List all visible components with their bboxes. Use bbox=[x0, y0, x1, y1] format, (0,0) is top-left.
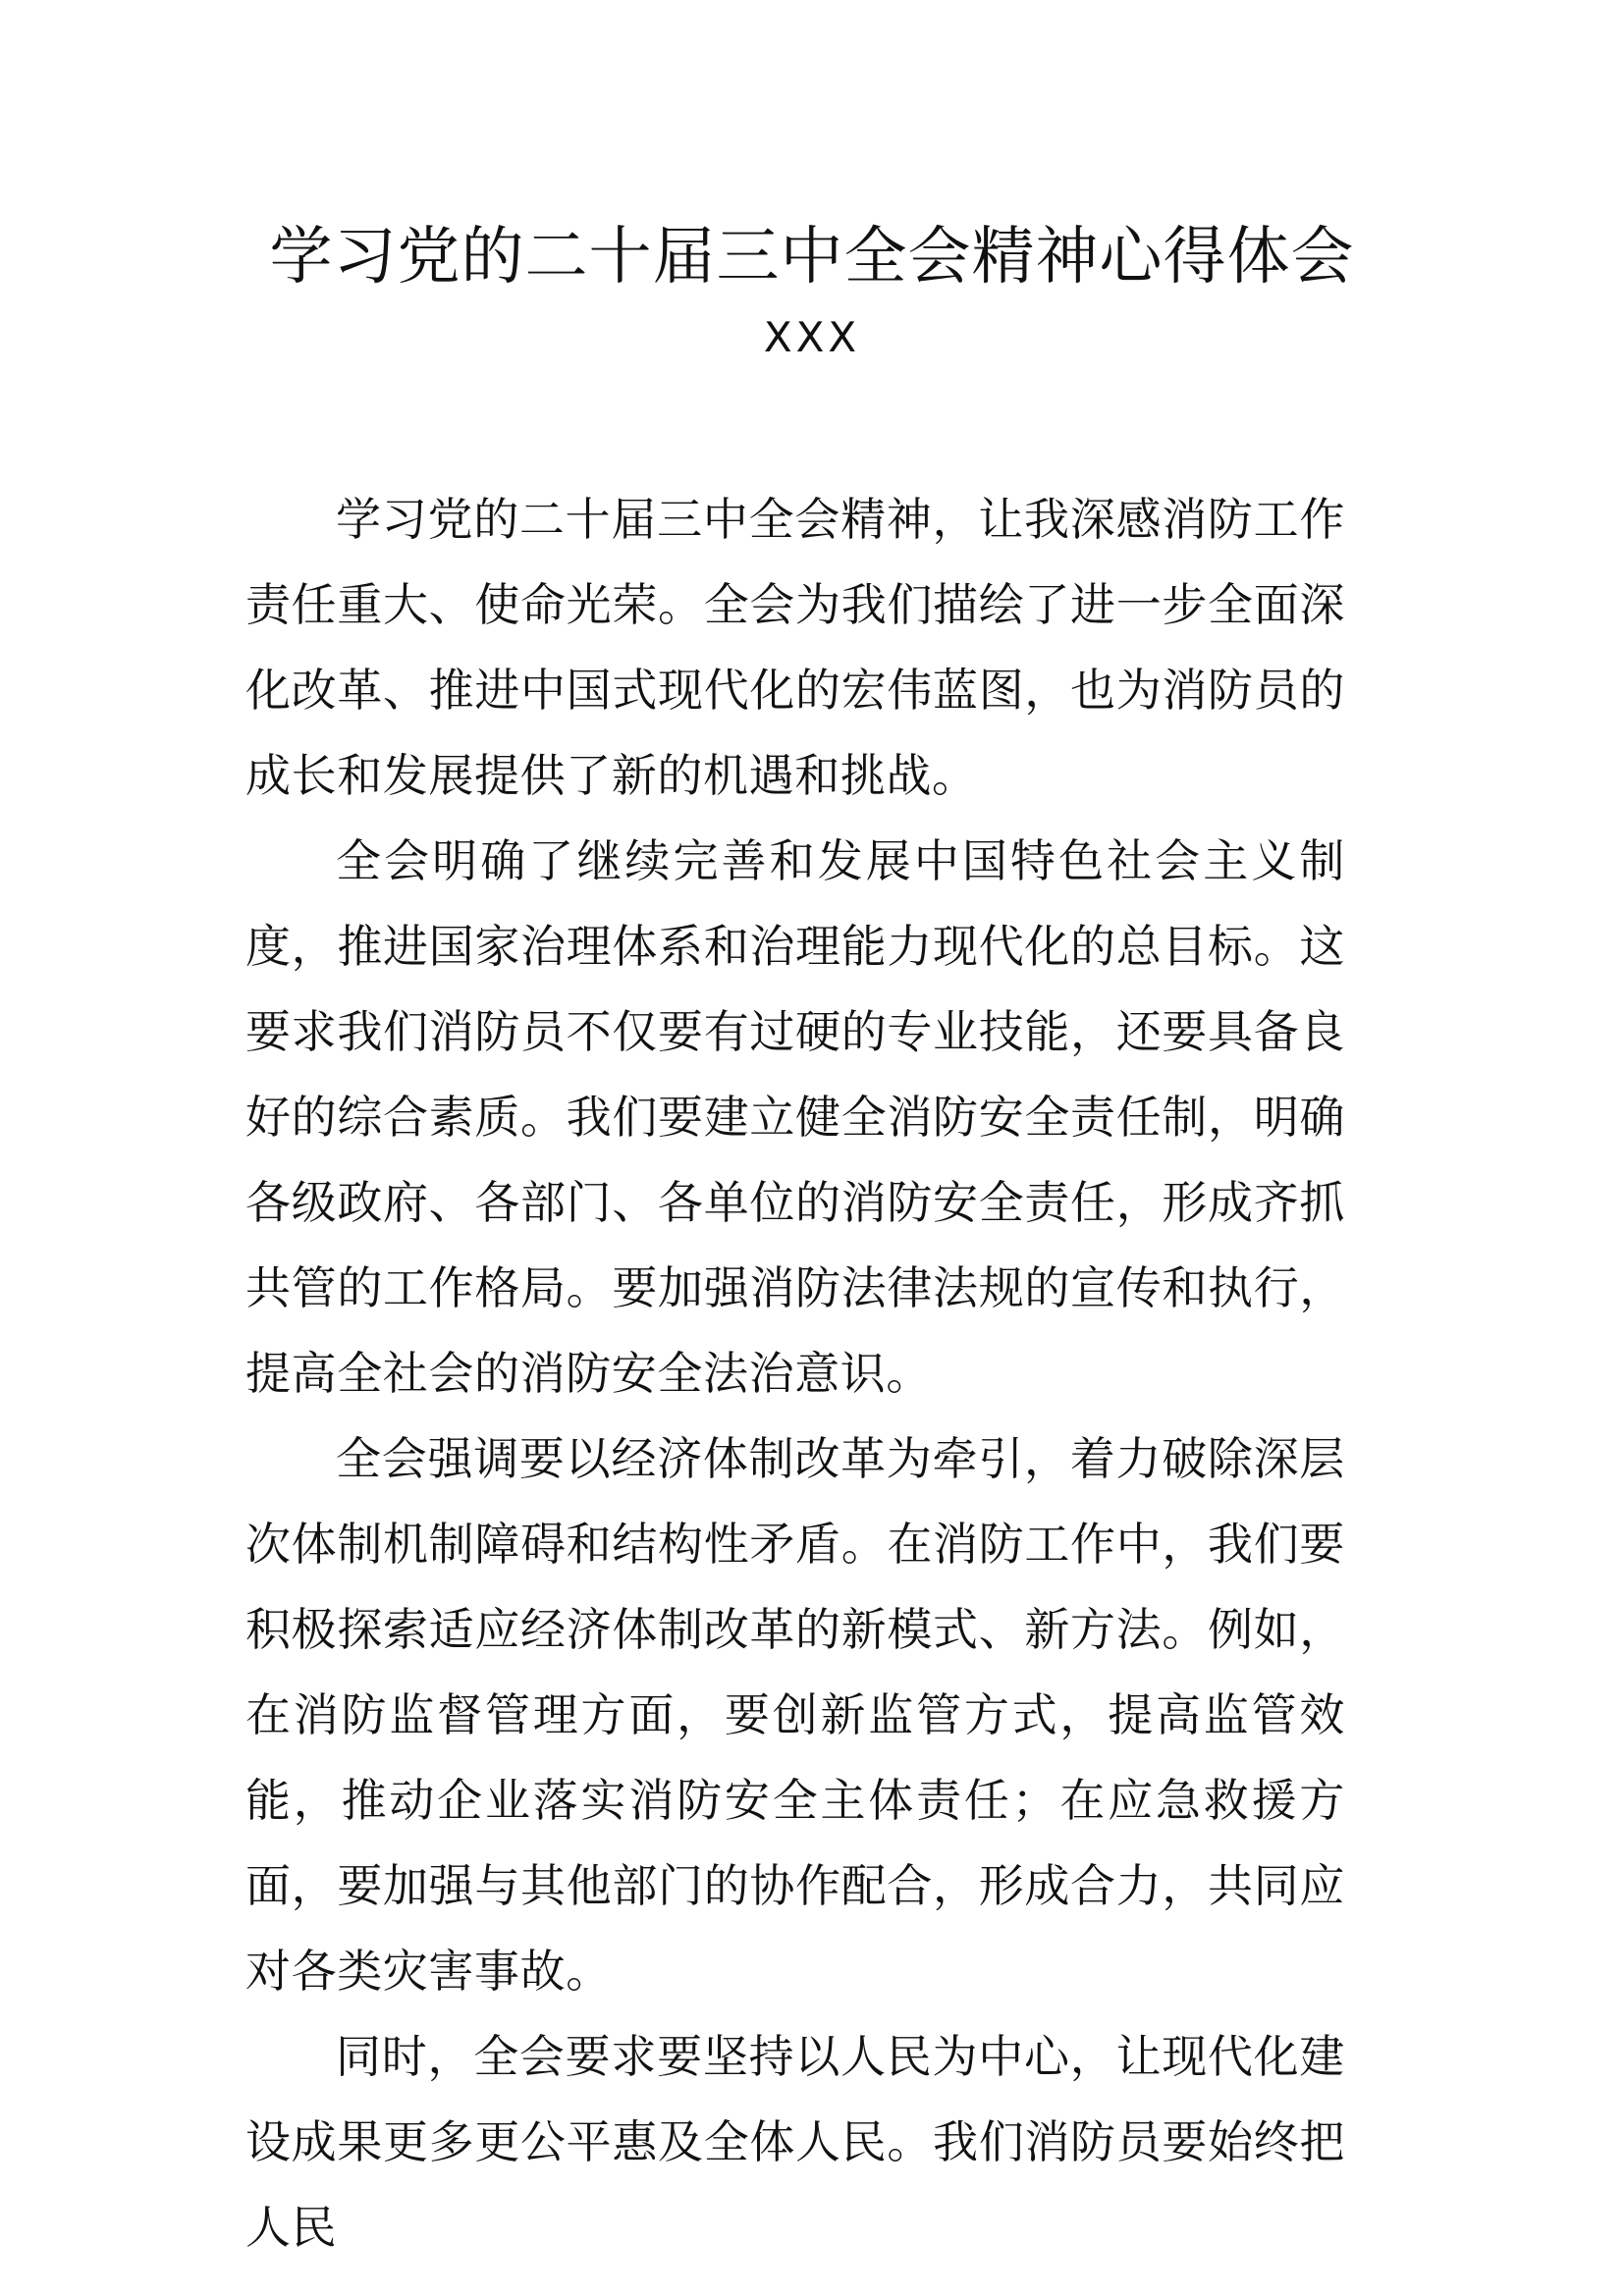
body-paragraph: 全会强调要以经济体制改革为牵引，着力破除深层次体制机制障碍和结构性矛盾。在消防工作中，我们要积极探索适应经济体制改革的新模式、新方法。例如，在消防监督管理方面，要创新监管方式，提高监管效能，推动企业落实消防安全主体责任；在应急救援方面，要加强与其他部门的协作配合，形成合力，共同应对各类灾害事故。 bbox=[245, 1432, 1345, 1998]
body-paragraph: 同时，全会要求要坚持以人民为中心，让现代化建设成果更多更公平惠及全体人民。我们消防员要始终把人民 bbox=[245, 2030, 1345, 2254]
document-body bbox=[245, 477, 1345, 2270]
body-paragraph: 学习党的二十届三中全会精神，让我深感消防工作责任重大、使命光荣。全会为我们描绘了进一步全面深化改革、推进中国式现代化的宏伟蓝图，也为消防员的成长和发展提供了新的机遇和挑战。 bbox=[245, 493, 1345, 802]
document-author: XXX bbox=[763, 313, 861, 361]
body-paragraph: 全会明确了继续完善和发展中国特色社会主义制度，推进国家治理体系和治理能力现代化的总目标。这要求我们消防员不仅要有过硬的专业技能，还要具备良好的综合素质。我们要建立健全消防安全责任制，明确各级政府、各部门、各单位的消防安全责任，形成齐抓共管的工作格局。要加强消防法律法规的宣传和执行，提高全社会的消防安全法治意识。 bbox=[245, 834, 1345, 1400]
document-title: 学习党的二十届三中全会精神心得体会 bbox=[269, 221, 1355, 294]
